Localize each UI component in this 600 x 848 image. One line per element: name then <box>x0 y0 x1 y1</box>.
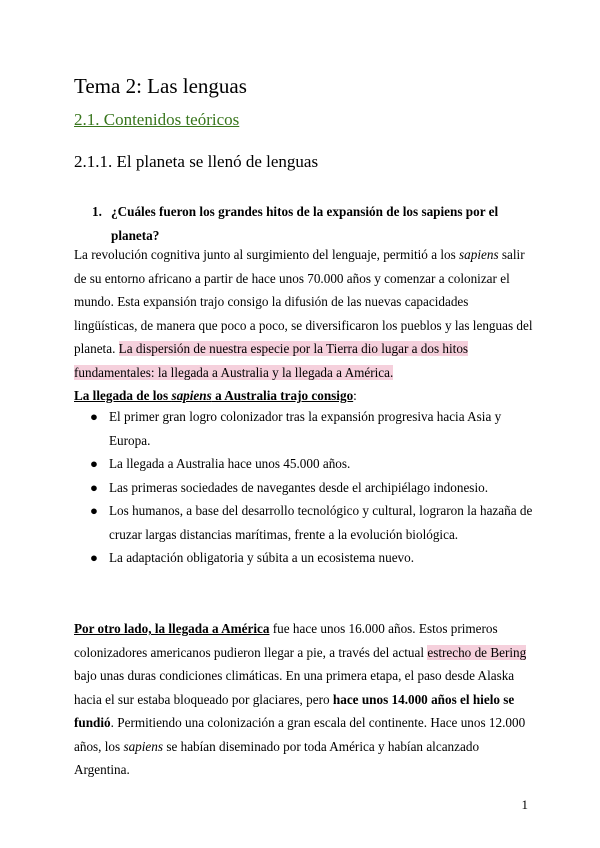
list-item-text: La llegada a Australia hace unos 45.000 años. <box>109 456 351 471</box>
p1-text: La revolución cognitiva junto al surgimiento del lenguaje, permitió a los <box>74 247 460 262</box>
p2-text-3: . Permitiendo una colonización a gran escala del continente. Hace unos 12.000 años, los <box>74 715 526 754</box>
bullet-icon: ● <box>90 550 98 565</box>
list-item <box>74 499 534 546</box>
p2-highlight: estrecho de Bering <box>427 644 527 660</box>
bullet-icon: ● <box>90 409 98 424</box>
subhead-america: Por otro lado, la llegada a América <box>74 621 270 636</box>
paragraph-intro <box>74 243 534 408</box>
list-item <box>74 476 534 500</box>
p1-highlight: La dispersión de nuestra especie por la Tierra dio lugar a dos hitos fundamentales: la llegada a Australia y la llegada a América. <box>74 341 469 380</box>
heading-tema: Tema 2: Las lenguas <box>74 74 247 98</box>
subhead-text-a: La llegada de los <box>74 388 172 403</box>
australia-list <box>74 405 534 570</box>
question-text: ¿Cuáles fueron los grandes hitos de la expansión de los sapiens por el planeta? <box>111 204 499 243</box>
p2-text-2: bajo unas duras condiciones climáticas. En una primera etapa, el paso desde Alaska hacia el sur estaba bloqueado por glaciares, pero <box>74 668 515 707</box>
subhead-colon: : <box>353 388 357 403</box>
list-item-text: La adaptación obligatoria y súbita a un ecosistema nuevo. <box>109 550 415 565</box>
subhead-text-b: a Australia trajo consigo <box>211 388 354 403</box>
heading-planeta: 2.1.1. El planeta se llenó de lenguas <box>74 152 319 171</box>
p1-text-2: salir de su entorno africano a partir de hace unos 70.000 años y comenzar a colonizar el mundo. Esta expansión trajo consigo la difusión de las nuevas capacidades lingüísticas, de manera que poco a poco, se diversificaron los pueblos y las lenguas del planeta. <box>74 247 533 356</box>
page-number: 1 <box>521 797 528 812</box>
bullet-icon: ● <box>90 503 98 518</box>
p1-italic: sapiens <box>459 247 499 262</box>
paragraph-america <box>74 617 534 782</box>
subhead-australia <box>74 388 353 403</box>
p2-text-1: fue hace unos 16.000 años. Estos primeros colonizadores americanos pudieron llegar a pie, a través del actual <box>74 621 498 660</box>
bullet-icon: ● <box>90 456 98 471</box>
list-item <box>74 405 534 452</box>
bullet-icon: ● <box>90 479 98 495</box>
list-item-text: Los humanos, a base del desarrollo tecnológico y cultural, lograron la hazaña de cruzar largas distancias marítimas, frente a la evolución biológica. <box>109 503 533 542</box>
question-number: 1. <box>92 204 102 219</box>
list-item <box>74 452 534 476</box>
question-item <box>92 200 532 247</box>
list-item <box>74 546 534 570</box>
p2-bold: hace unos 14.000 años el hielo se fundió <box>74 691 515 730</box>
heading-contenidos: 2.1. Contenidos teóricos <box>74 110 240 129</box>
subhead-italic: sapiens <box>171 388 212 403</box>
p2-text-4: se habían diseminado por toda América y habían alcanzado Argentina. <box>74 738 480 777</box>
p2-italic: sapiens <box>123 738 164 754</box>
list-item-text: Las primeras sociedades de navegantes desde el archipiélago indonesio. <box>109 479 488 495</box>
list-item-text: El primer gran logro colonizador tras la expansión progresiva hacia Asia y Europa. <box>109 409 502 448</box>
